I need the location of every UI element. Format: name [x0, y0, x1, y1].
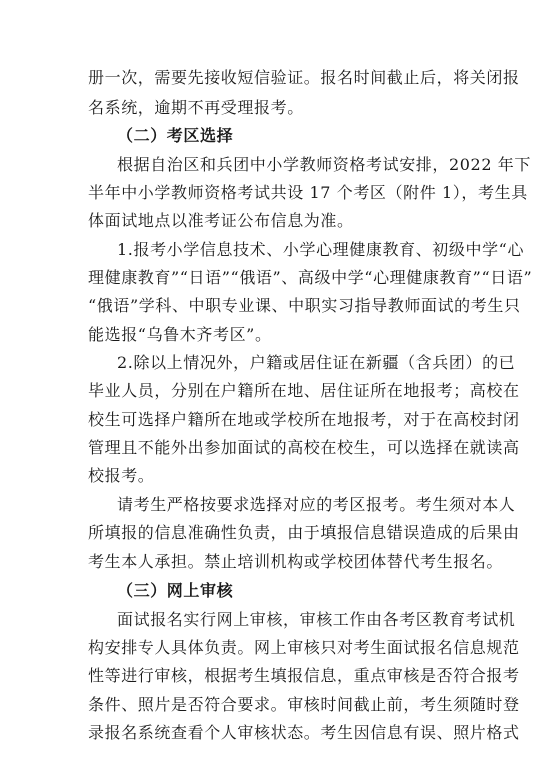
paragraph-line: 管理且不能外出参加面试的高校在校生，可以选择在就读高	[88, 438, 520, 457]
paragraph-line: 半年中小学教师资格考试共设 17 个考区（附件 1），考生具	[88, 183, 528, 202]
paragraph-line: 所填报的信息准确性负责，由于填报信息错误造成的后果由	[88, 523, 520, 542]
paragraph-line: 册一次，需要先接收短信验证。报名时间截止后，将关闭报	[88, 68, 520, 87]
paragraph-line: 1.报考小学信息技术、小学心理健康教育、初级中学“心	[117, 240, 525, 259]
paragraph-line: 录报名系统查看个人审核状态。考生因信息有误、照片格式	[88, 723, 520, 742]
paragraph-line: 考生本人承担。禁止培训机构或学校团体替代考生报名。	[88, 552, 504, 571]
paragraph-line: 校报考。	[88, 466, 155, 485]
paragraph-line: 校生可选择户籍所在地或学校所在地报考，对于在高校封闭	[88, 410, 520, 429]
paragraph-line: 根据自治区和兵团中小学教师资格考试安排，2022 年下	[117, 155, 532, 174]
paragraph-line: 构安排专人具体负责。网上审核只对考生面试报名信息规范	[88, 638, 520, 657]
paragraph-line: 理健康教育”“日语”“俄语”、高级中学“心理健康教育”“日语”	[88, 268, 533, 287]
section-heading-exam-area: （二）考区选择	[117, 126, 234, 145]
paragraph-line: “俄语”学科、中职专业课、中职实习指导教师面试的考生只	[88, 296, 521, 315]
paragraph-line: 2.除以上情况外，户籍或居住证在新疆（含兵团）的已	[117, 353, 516, 372]
paragraph-line: 体面试地点以准考证公布信息为准。	[88, 211, 354, 230]
paragraph-line: 名系统，逾期不再受理报考。	[88, 98, 304, 117]
paragraph-line: 条件、照片是否符合要求。审核时间截止前，考生须随时登	[88, 695, 520, 714]
paragraph-line: 能选报“乌鲁木齐考区”。	[88, 325, 272, 344]
section-heading-online-review: （三）网上审核	[117, 581, 234, 600]
paragraph-line: 毕业人员，分别在户籍所在地、居住证所在地报考；高校在	[88, 381, 520, 400]
paragraph-line: 请考生严格按要求选择对应的考区报考。考生须对本人	[117, 495, 516, 514]
paragraph-line: 面试报名实行网上审核，审核工作由各考区教育考试机	[117, 610, 516, 629]
paragraph-line: 性等进行审核，根据考生填报信息，重点审核是否符合报考	[88, 666, 520, 685]
